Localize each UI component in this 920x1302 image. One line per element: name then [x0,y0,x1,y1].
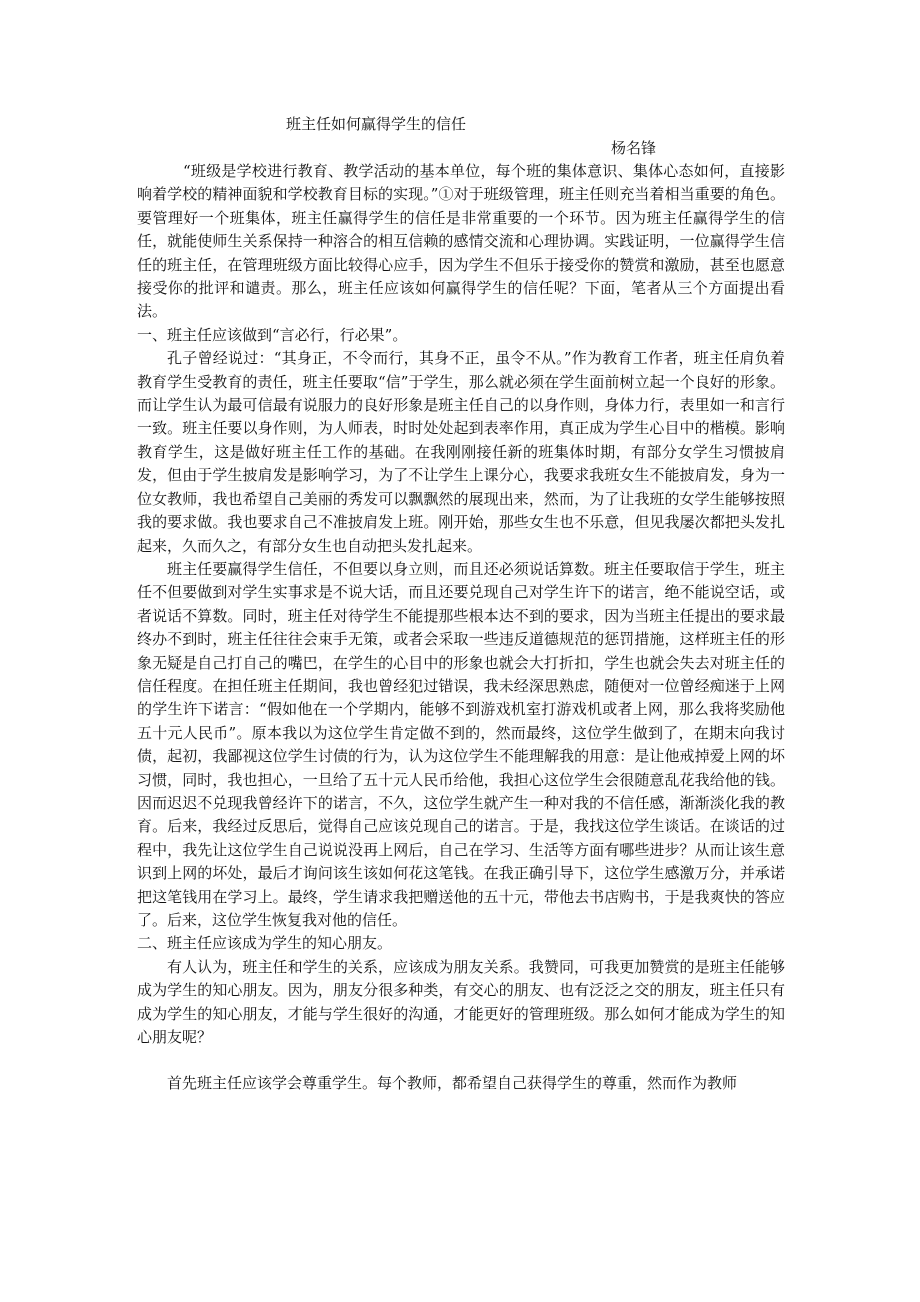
body-paragraph: 有人认为，班主任和学生的关系，应该成为朋友关系。我赞同，可我更加赞赏的是班主任能够成为学生的知心朋友。因为，朋友分很多种类，有交心的朋友、也有泛泛之交的朋友，班主任只有成为学生的知心朋友，才能与学生很好的沟通，才能更好的管理班级。那么如何才能成为学生的知心朋友呢？ [137,957,785,1047]
section-heading-2: 二、班主任应该成为学生的知心朋友。 [137,934,393,953]
page-title: 班主任如何赢得学生的信任 [286,115,467,133]
intro-paragraph: “班级是学校进行教育、教学活动的基本单位，每个班的集体意识、集体心态如何，直接影响着学校的精神面貌和学校教育目标的实现。”①对于班级管理，班主任则充当着相当重要的角色。要管理好一个班集体，班主任赢得学生的信任是非常重要的一个环节。因为班主任赢得学生的信任，就能使师生关系保持一种溶合的相互信赖的感情交流和心理协调。实践证明，一位赢得学生信任的班主任，在管理班级方面比较得心应手，因为学生不但乐于接受你的赞赏和激励，甚至也愿意接受你的批评和谴责。那么，班主任应该如何赢得学生的信任呢？下面，笔者从三个方面提出看法。 [137,162,785,321]
section-heading-1: 一、班主任应该做到“言必行，行必果”。 [137,325,408,344]
body-paragraph: 班主任要赢得学生信任，不但要以身立则，而且还必须说话算数。班主任要取信于学生，班主任不但要做到对学生实事求是不说大话，而且还要兑现自己对学生许下的诺言，绝不能说空话，或者说话不算数。同时，班主任对待学生不能提那些根本达不到的要求，因为当班主任提出的要求最终办不到时，班主任往往会束手无策，或者会采取一些违反道德规范的惩罚措施，这样班主任的形象无疑是自己打自己的嘴巴，在学生的心目中的形象也就会大打折扣，学生也就会失去对班主任的信任程度。在担任班主任期间，我也曾经犯过错误，我未经深思熟虑，随便对一位曾经痴迷于上网的学生许下诺言：“假如他在一个学期内，能够不到游戏机室打游戏机或者上网，那么我将奖励他五十元人民币”。原本我以为这位学生肯定做不到的，然而最终，这位学生做到了，在期末向我讨债，起初，我鄙视这位学生讨债的行为，认为这位学生不能理解我的用意：是让他戒掉爱上网的坏习惯，同时，我也担心，一旦给了五十元人民币给他，我担心这位学生会很随意乱花我给他的钱。因而迟迟不兑现我曾经许下的诺言，不久，这位学生就产生一种对我的不信任感，渐渐淡化我的教育。后来，我经过反思后，觉得自己应该兑现自己的诺言。于是，我找这位学生谈话。在谈话的过程中，我先让这位学生自己说说没再上网后，自己在学习、生活等方面有哪些进步？从而让该生意识到上网的坏处，最后才询问该生该如何花这笔钱。在我正确引导下，这位学生感激万分，并承诺把这笔钱用在学习上。最终，学生请求我把赠送他的五十元，带他去书店购书，于是我爽快的答应了。后来，这位学生恢复我对他的信任。 [137,559,785,929]
author-name: 杨名锋 [611,139,657,157]
article-body [137,160,785,1096]
body-paragraph: 首先班主任应该学会尊重学生。每个教师，都希望自己获得学生的尊重，然而作为教师 [167,1074,738,1093]
paragraph-gap [137,1049,785,1072]
body-paragraph: 孔子曾经说过：“其身正，不令而行，其身不正，虽令不从。”作为教育工作者，班主任肩负着教育学生受教育的责任，班主任要取“信”于学生，那么就必须在学生面前树立起一个良好的形象。而让学生认为最可信最有说服力的良好形象是班主任自己的以身作则，身体力行，表里如一和言行一致。班主任要以身作则，为人师表，时时处处起到表率作用，真正成为学生心目中的楷模。影响教育学生，这是做好班主任工作的基础。在我刚刚接任新的班集体时期，有部分女学生习惯披肩发，但由于学生披肩发是影响学习，为了不让学生上课分心，我要求我班女生不能披肩发，身为一位女教师，我也希望自己美丽的秀发可以飘飘然的展现出来，然而，为了让我班的女学生能够按照我的要求做。我也要求自己不准披肩发上班。刚开始，那些女生也不乐意，但见我屡次都把头发扎起来，久而久之，有部分女生也自动把头发扎起来。 [137,349,785,555]
